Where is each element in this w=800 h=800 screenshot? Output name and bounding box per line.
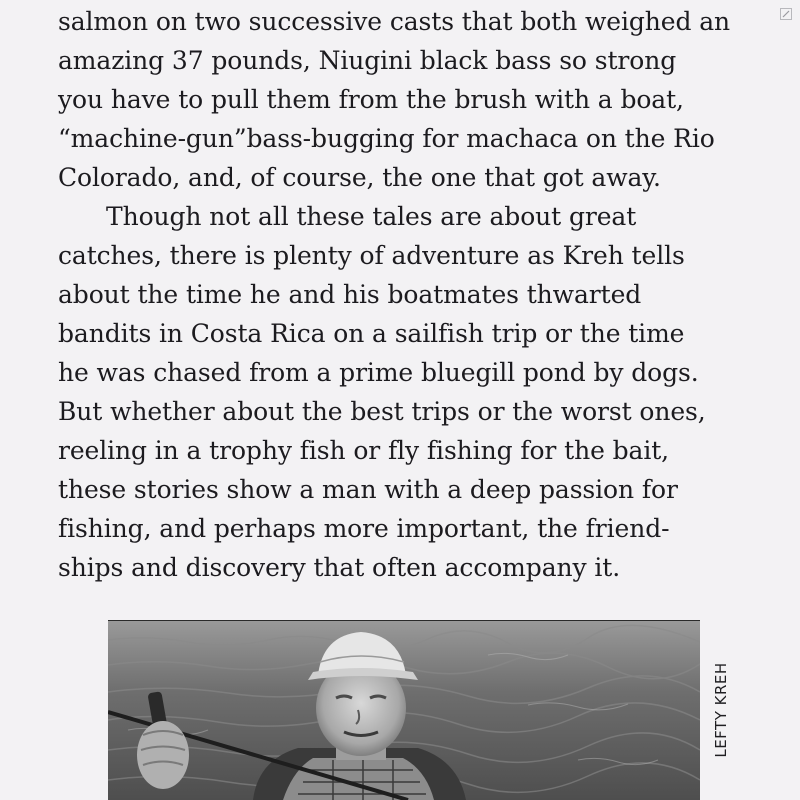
- text-line: salmon on two successive casts that both weighed an: [58, 7, 731, 36]
- text-line-indented: Though not all these tales are about great: [106, 202, 637, 231]
- text-line: about the time he and his boatmates thwarted: [58, 280, 642, 309]
- text-line: catches, there is plenty of adventure as Kreh tells: [58, 241, 685, 270]
- photo-credit: [700, 620, 742, 800]
- photo-credit-text: LEFTY KREH: [712, 662, 730, 758]
- text-line: he was chased from a prime bluegill pond by dogs.: [58, 358, 699, 387]
- fishing-photo: [108, 620, 700, 800]
- text-line: Colorado, and, of course, the one that got away.: [58, 163, 661, 192]
- text-line: fishing, and perhaps more important, the friend-: [58, 514, 670, 543]
- text-line: these stories show a man with a deep passion for: [58, 475, 678, 504]
- corner-pencil-icon: [780, 8, 792, 20]
- photo-of-man-fishing-icon: [108, 620, 700, 800]
- text-line: bandits in Costa Rica on a sailfish trip or the time: [58, 319, 685, 348]
- text-line: But whether about the best trips or the worst ones,: [58, 397, 706, 426]
- text-line: reeling in a trophy fish or fly fishing for the bait,: [58, 436, 670, 465]
- text-line: you have to pull them from the brush with a boat,: [58, 85, 684, 114]
- text-line: ships and discovery that often accompany it.: [58, 553, 621, 582]
- text-line: amazing 37 pounds, Niugini black bass so strong: [58, 46, 677, 75]
- text-line: “machine-gun”bass-bugging for machaca on the Rio: [58, 124, 715, 153]
